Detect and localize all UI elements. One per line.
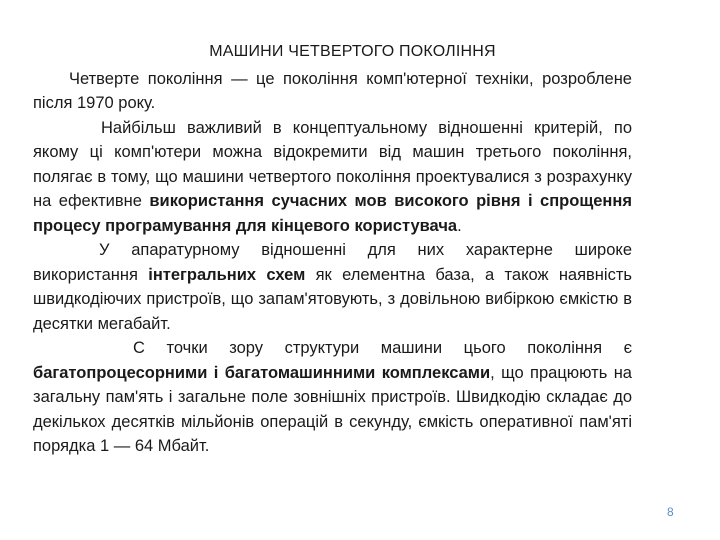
emphasis-text: використання сучасних мов високого рівня і спрощення процесу програмування для кінцевого користувача [33, 192, 632, 235]
paragraph-text: — це покоління комп'ютерної техніки, розроблене після 1970 року. [33, 69, 632, 112]
paragraph-text: С точки зору структури машини цього покоління є [133, 339, 632, 357]
paragraph-text: . [457, 216, 462, 235]
emphasis-text: багатопроцесорними і багатомашинними комплексами [33, 363, 491, 382]
paragraph-text: У апаратурному відношенні для них характерне широке використання [33, 241, 632, 284]
paragraph-text: Четверте покоління [69, 69, 223, 88]
paragraph-text: як елементна база, а також наявність швидкодіючих пристроїв, що запам'ятовують, з довільною вибіркою ємкістю в десятки мегабайт. [33, 265, 632, 333]
paragraph-hardware [33, 238, 632, 336]
emphasis-text: інтегральних схем [148, 265, 306, 284]
paragraph-criterion [33, 116, 632, 239]
page-title: МАШИНИ ЧЕТВЕРТОГО ПОКОЛІННЯ [209, 43, 496, 60]
paragraph-structure [33, 336, 632, 459]
paragraph-intro [33, 67, 632, 116]
paragraph-text: Найбільш важливий в концептуальному відношенні критерій, по якому ці комп'ютери можна відокремити від машин третього покоління, полягає в тому, що машини четвертого покоління проектувалися з розрахунку на ефективне [33, 118, 632, 210]
paragraph-text: , що працюють на загальну пам'ять і загальне поле зовнішніх пристроїв. Швидкодію складає до декількох десятків мільйонів операцій в секунду, ємкість оперативної пам'яті порядка 1 — 64 Мбайт. [33, 363, 632, 455]
slide-body [33, 40, 632, 459]
page-number: 8 [667, 505, 674, 519]
